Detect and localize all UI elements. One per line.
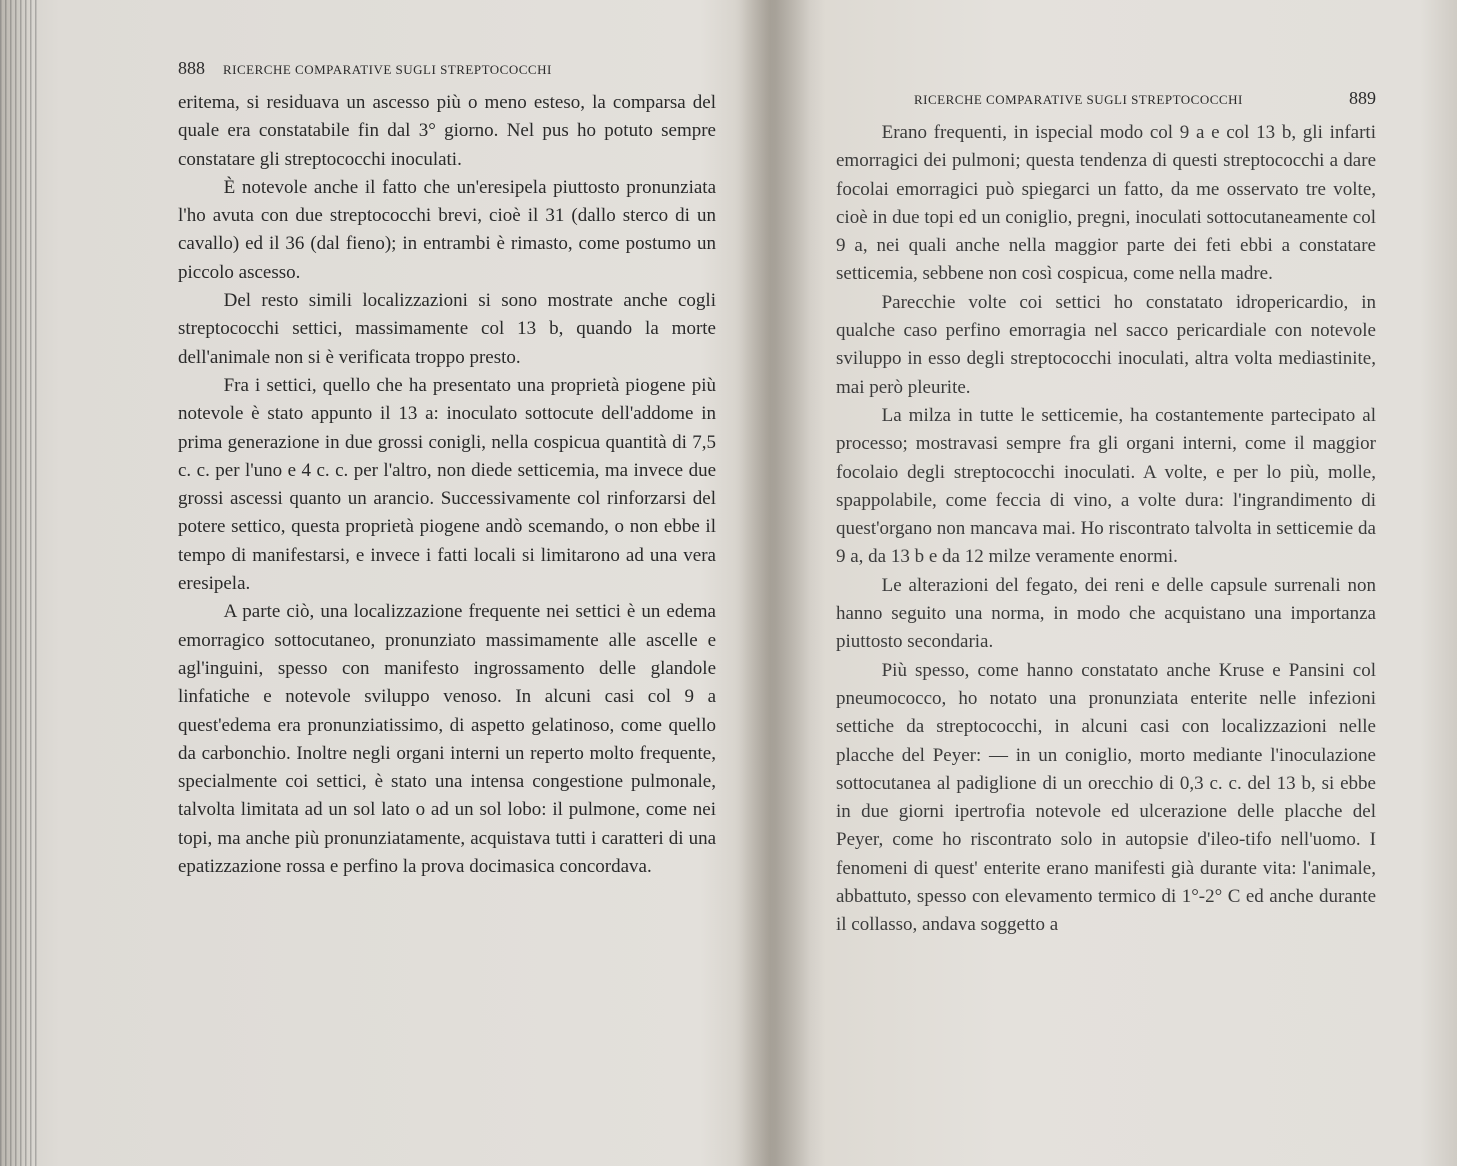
right-paragraph-3: La milza in tutte le setticemie, ha costantemente partecipato al processo; mostravasi sempre fra gli organi interni, come il maggior focolaio degli streptococchi inoculati. A volte, e per lo più, molle, spappolabile, come feccia di vino, a volte dura: l'ingrandimento di quest'organo non mancava mai. Ho riscontrato talvolta in setticemie da 9 a, da 13 b e da 12 milze veramente enormi. bbox=[836, 404, 1376, 568]
left-page-header bbox=[178, 58, 716, 79]
right-paragraph-1: Erano frequenti, in ispecial modo col 9 a e col 13 b, gli infarti emorragici dei pulmoni; questa tendenza di questi streptococchi a dare focolai emorragici può spiegarci un fatto, da me osservato tre volte, cioè in due topi ed un coniglio, pregni, inoculati sottocutaneamente col 9 a, nei quali anche nella maggior parte dei feti ebbi a constatare setticemia, sebbene non così cospicua, come nella madre. bbox=[836, 122, 1376, 285]
left-paragraph-2: È notevole anche il fatto che un'eresipela piuttosto pronunziata l'ho avuta con due streptococchi brevi, cioè il 31 (dallo sterco di un cavallo) ed il 36 (dal fieno); in entrambi è rimasto, come postumo un piccolo ascesso. bbox=[178, 176, 716, 283]
right-page-body bbox=[836, 119, 1376, 940]
left-page bbox=[178, 58, 716, 881]
left-running-head: RICERCHE COMPARATIVE SUGLI STREPTOCOCCHI bbox=[223, 62, 552, 77]
left-paragraph-5: A parte ciò, una localizzazione frequente nei settici è un edema emorragico sottocutaneo, pronunziato massimamente alle ascelle e agl'inguini, spesso con manifesto ingrossamento delle glandole linfatiche e notevole sviluppo venoso. In alcuni casi col 9 a quest'edema era pronunziatissimo, di aspetto gelatinoso, come quello da carbonchio. Inoltre negli organi interni un reperto molto frequente, specialmente coi settici, è stato una intensa congestione pulmonale, talvolta limitata ad un sol lato o ad un sol lobo: il pulmone, come nei topi, ma anche più pronunziatamente, acquistava tutti i caratteri di una epatizzazione rossa e perfino la prova docimasica concordava. bbox=[178, 601, 716, 878]
right-page bbox=[836, 88, 1376, 940]
right-paragraph-2: Parecchie volte coi settici ho constatato idropericardio, in qualche caso perfino emorragia nel sacco pericardiale con notevole sviluppo in esso degli streptococchi inoculati, altra volta mediastinite, mai però pleurite. bbox=[836, 291, 1376, 398]
book-binding-edge bbox=[0, 0, 40, 1166]
right-running-head: RICERCHE COMPARATIVE SUGLI STREPTOCOCCHI bbox=[914, 92, 1243, 107]
right-page-number: 889 bbox=[1349, 88, 1376, 108]
left-paragraph-4: Fra i settici, quello che ha presentato una proprietà piogene più notevole è stato appunto il 13 a: inoculato sottocute dell'addome in prima generazione in due grossi conigli, nella cospicua quantità di 7,5 c. c. per l'uno e 4 c. c. per l'altro, non diede setticemia, ma invece due grossi ascessi quanto un arancio. Successivamente col rinforzarsi del potere settico, questa proprietà piogene andò scemando, o non ebbe il tempo di manifestarsi, e invece i fatti locali si limitarono ad una vera eresipela. bbox=[178, 374, 716, 595]
left-page-number: 888 bbox=[178, 58, 205, 78]
left-paragraph-3: Del resto simili localizzazioni si sono mostrate anche cogli streptococchi settici, massimamente col 13 b, quando la morte dell'animale non si è verificata troppo presto. bbox=[178, 290, 716, 368]
book-gutter-shadow bbox=[735, 0, 825, 1166]
right-paragraph-5: Più spesso, come hanno constatato anche Kruse e Pansini col pneumococco, ho notato una pronunziata enterite nelle infezioni settiche da streptococchi, in alcuni casi con localizzazioni nelle placche del Peyer: — in un coniglio, morto mediante l'inoculazione sottocutanea al padiglione di un orecchio di 0,3 c. c. del 13 b, si ebbe in due giorni ipertrofia notevole ed ulcerazione delle placche del Peyer, come ho riscontrato solo in autopsie d'ileo-tifo nell'uomo. I fenomeni di quest' enterite erano manifesti già durante vita: l'animale, abbattuto, spesso con elevamento termico di 1°-2° C ed anche durante il collasso, andava soggetto a bbox=[836, 659, 1376, 936]
left-page-body bbox=[178, 89, 716, 881]
right-page-header bbox=[836, 88, 1376, 109]
right-paragraph-4: Le alterazioni del fegato, dei reni e delle capsule surrenali non hanno seguito una norma, in modo che acquistano una importanza piuttosto secondaria. bbox=[836, 574, 1376, 653]
left-paragraph-1: eritema, si residuava un ascesso più o meno esteso, la comparsa del quale era constatabile fin dal 3° giorno. Nel pus ho potuto sempre constatare gli streptococchi inoculati. bbox=[178, 92, 716, 170]
